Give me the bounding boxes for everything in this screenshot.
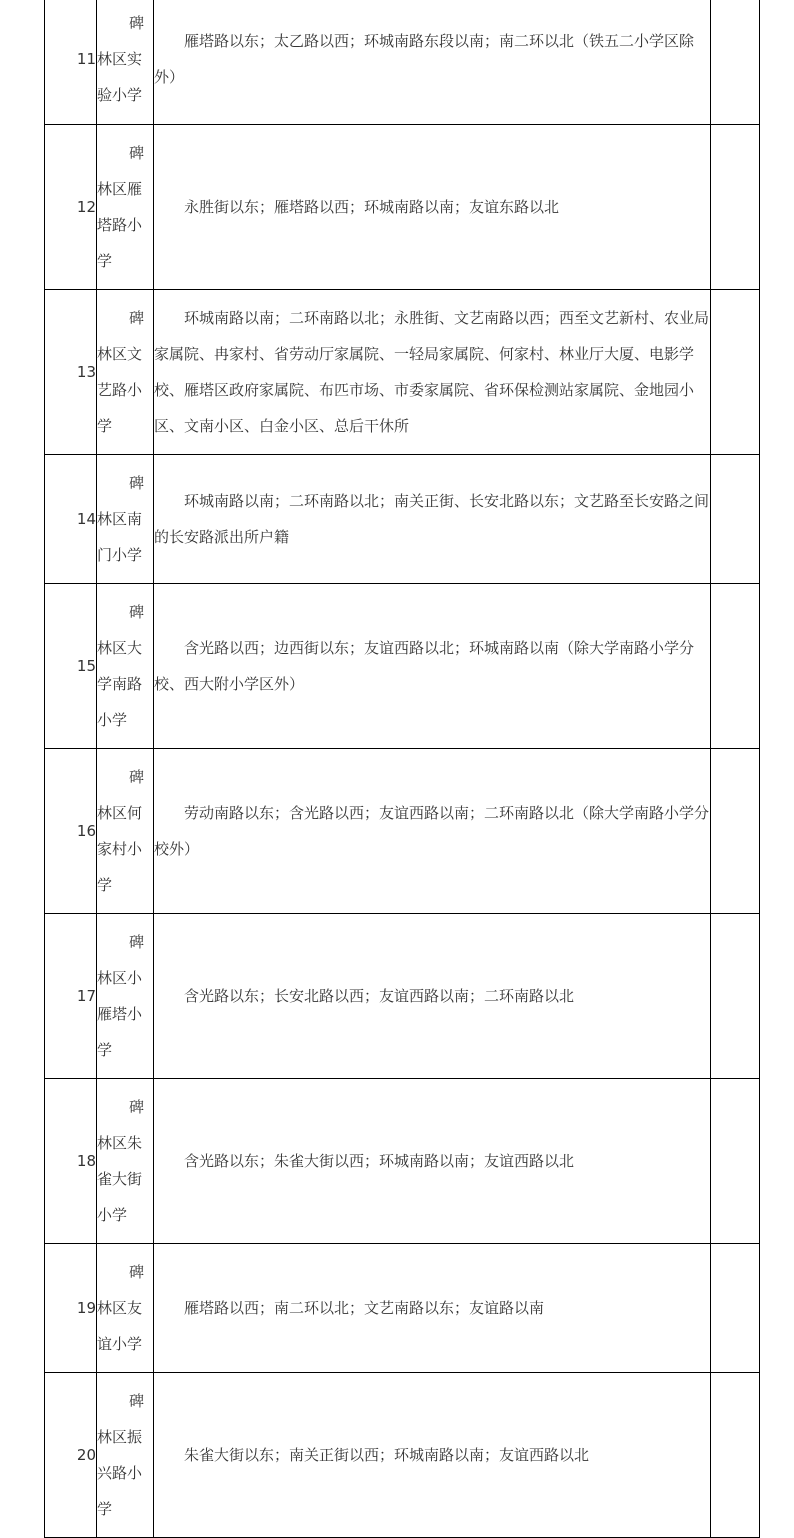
- school-name: [97, 749, 154, 914]
- school-name-text: 碑林区小雁塔小学: [97, 933, 145, 1059]
- row-number: 14: [45, 455, 97, 584]
- school-district-table: [44, 0, 760, 1538]
- school-name-text: 碑林区振兴路小学: [97, 1392, 145, 1518]
- table-row: [45, 1079, 760, 1244]
- empty-cell: [711, 290, 760, 455]
- district-area-text: 含光路以东；长安北路以西；友谊西路以南；二环南路以北: [184, 987, 575, 1005]
- district-area-text: 含光路以西；边西街以东；友谊西路以北；环城南路以南（除大学南路小学分校、西大附小学区外）: [154, 639, 695, 693]
- empty-cell: [711, 1373, 760, 1538]
- school-name-text: 碑林区文艺路小学: [97, 309, 145, 435]
- district-area-text: 雁塔路以东；太乙路以西；环城南路东段以南；南二环以北（铁五二小学区除外）: [154, 31, 695, 86]
- school-name-text: 碑林区实验小学: [97, 13, 145, 104]
- school-name: [97, 125, 154, 290]
- school-name-text: 碑林区南门小学: [97, 474, 145, 564]
- empty-cell: [711, 0, 760, 125]
- district-area: [154, 125, 711, 290]
- district-area-text: 含光路以东；朱雀大街以西；环城南路以南；友谊西路以北: [184, 1152, 575, 1170]
- school-name: [97, 1373, 154, 1538]
- table-row: [45, 125, 760, 290]
- table-row: [45, 1244, 760, 1373]
- district-area: [154, 1244, 711, 1373]
- table-row: [45, 0, 760, 125]
- empty-cell: [711, 1079, 760, 1244]
- empty-cell: [711, 584, 760, 749]
- school-name-text: 碑林区朱雀大街小学: [97, 1098, 145, 1224]
- district-area-text: 永胜街以东；雁塔路以西；环城南路以南；友谊东路以北: [184, 198, 560, 216]
- district-area: [154, 0, 711, 125]
- district-area-text: 朱雀大街以东；南关正街以西；环城南路以南；友谊西路以北: [184, 1446, 590, 1464]
- district-area-text: 环城南路以南；二环南路以北；永胜街、文艺南路以西；西至文艺新村、农业局家属院、冉家村、省劳动厅家属院、一轻局家属院、何家村、林业厅大厦、电影学校、雁塔区政府家属院、布匹市场、市委家属院、省环保检测站家属院、金地园小区、文南小区、白金小区、总后干休所: [154, 309, 710, 435]
- row-number: 19: [45, 1244, 97, 1373]
- row-number: 20: [45, 1373, 97, 1538]
- school-name-text: 碑林区友谊小学: [97, 1263, 145, 1353]
- district-area: [154, 749, 711, 914]
- district-area: [154, 1079, 711, 1244]
- row-number: 16: [45, 749, 97, 914]
- empty-cell: [711, 1244, 760, 1373]
- district-area-text: 雁塔路以西；南二环以北；文艺南路以东；友谊路以南: [184, 1299, 545, 1317]
- row-number: 17: [45, 914, 97, 1079]
- table-row: [45, 455, 760, 584]
- table-row: [45, 584, 760, 749]
- district-area: [154, 1373, 711, 1538]
- empty-cell: [711, 749, 760, 914]
- school-name-text: 碑林区大学南路小学: [97, 603, 145, 729]
- row-number: 18: [45, 1079, 97, 1244]
- school-name-text: 碑林区何家村小学: [97, 768, 145, 894]
- empty-cell: [711, 914, 760, 1079]
- row-number: 12: [45, 125, 97, 290]
- table-row: [45, 290, 760, 455]
- school-name: [97, 584, 154, 749]
- row-number: 11: [45, 0, 97, 125]
- row-number: 15: [45, 584, 97, 749]
- district-area-text: 环城南路以南；二环南路以北；南关正街、长安北路以东；文艺路至长安路之间的长安路派出所户籍: [154, 492, 710, 546]
- empty-cell: [711, 455, 760, 584]
- row-number: 13: [45, 290, 97, 455]
- school-name: [97, 1244, 154, 1373]
- district-area-text: 劳动南路以东；含光路以西；友谊西路以南；二环南路以北（除大学南路小学分校外）: [154, 804, 710, 858]
- table-row: [45, 1373, 760, 1538]
- table-row: [45, 749, 760, 914]
- table-row: [45, 914, 760, 1079]
- school-name: [97, 914, 154, 1079]
- district-area: [154, 584, 711, 749]
- district-area: [154, 914, 711, 1079]
- district-area: [154, 455, 711, 584]
- school-name: [97, 455, 154, 584]
- school-name: [97, 0, 154, 125]
- school-name-text: 碑林区雁塔路小学: [97, 144, 145, 270]
- district-area: [154, 290, 711, 455]
- empty-cell: [711, 125, 760, 290]
- school-name: [97, 1079, 154, 1244]
- school-name: [97, 290, 154, 455]
